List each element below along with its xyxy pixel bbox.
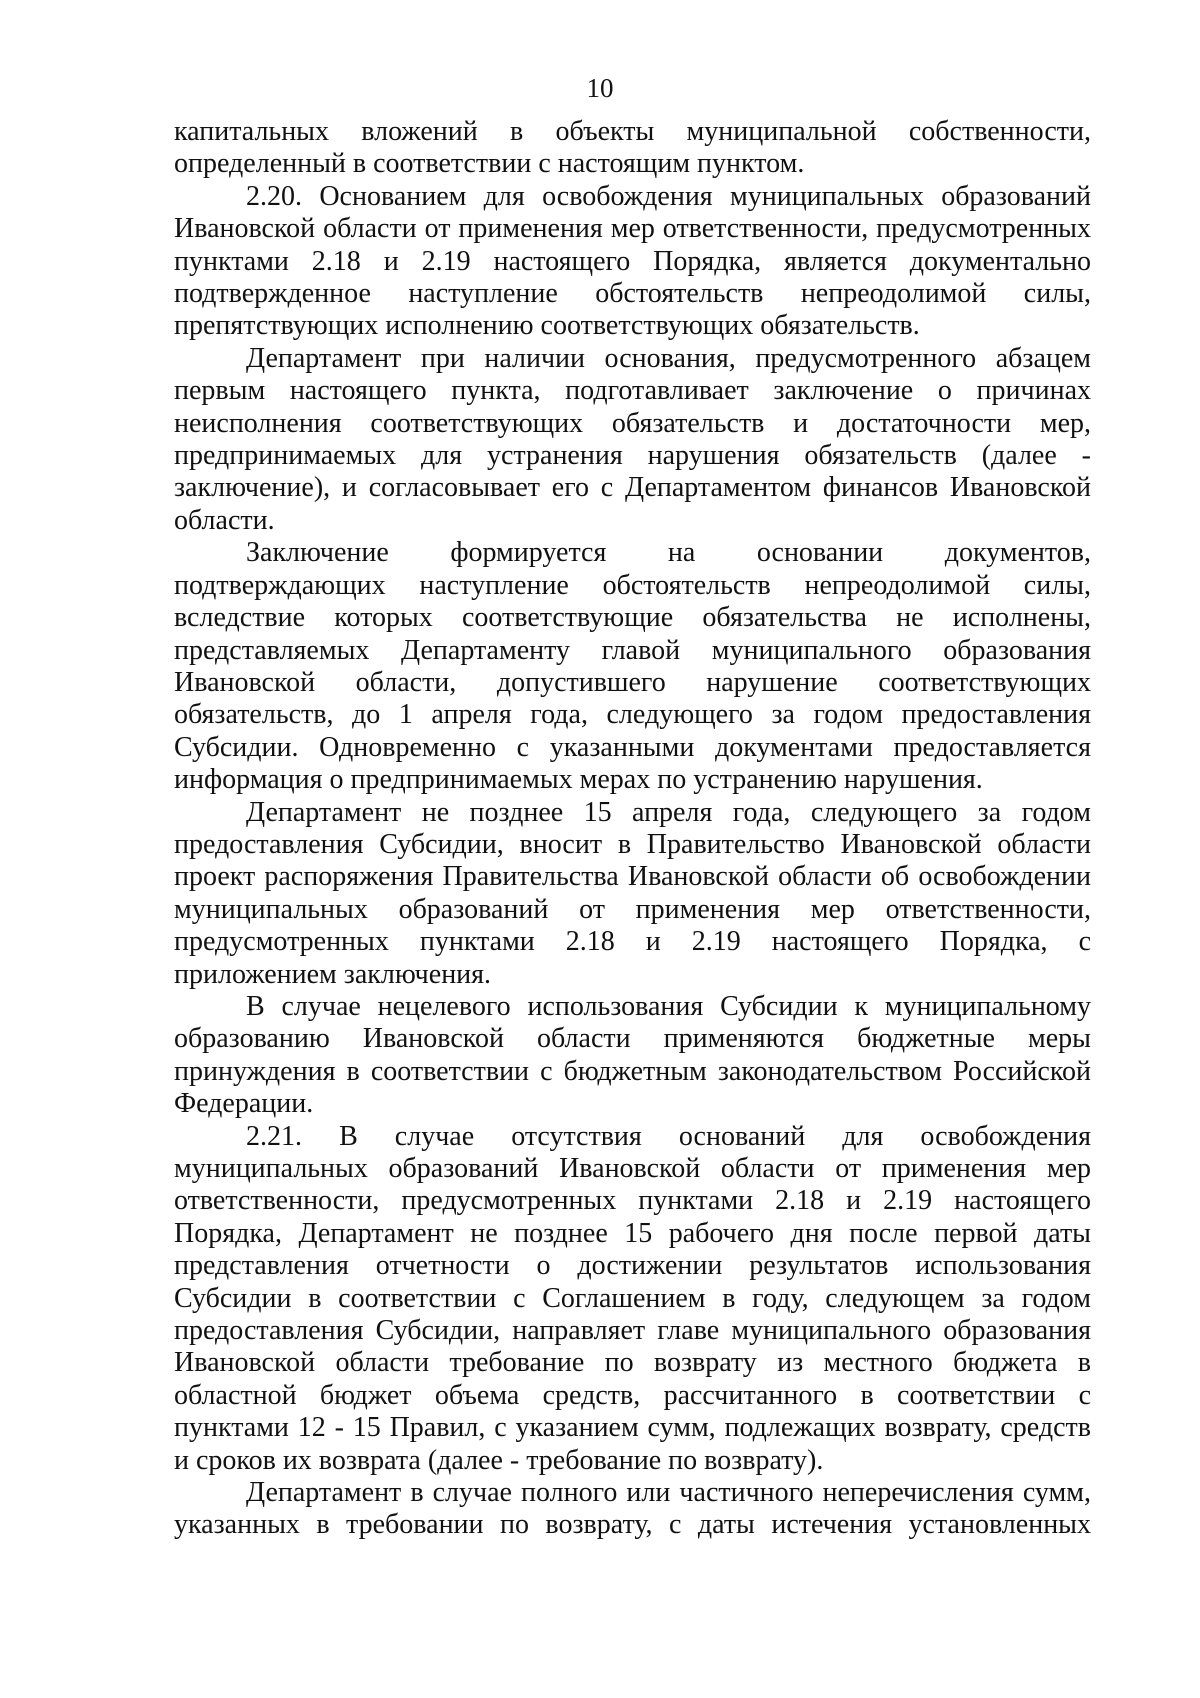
paragraph-2-21: 2.21. В случае отсутствия оснований для освобождения муниципальных образований Ивановской области от применения мер ответственности, предусмотренных пунктами 2.18 и 2.19 настоящего Порядка, Департамент не позднее 15 рабочего дня после первой даты представления отчетности о достижении результатов использования Субсидии в соответствии с Соглашением в году, следующем за годом предоставления Субсидии, направляет главе муниципального образования Ивановской области требование по возврату из местного бюджета в областной бюджет объема средств, рассчитанного в соответствии с пунктами 12 - 15 Правил, с указанием сумм, подлежащих возврату, средств и сроков их возврата (далее - требование по возврату).	[174, 1120, 1091, 1476]
document-body	[174, 116, 1091, 1542]
paragraph-department-conclusion: Департамент при наличии основания, предусмотренного абзацем первым настоящего пункта, подготавливает заключение о причинах неисполнения соответствующих обязательств и достаточности мер, предпринимаемых для устранения нарушения обязательств (далее - заключение), и согласовывает его с Департаментом финансов Ивановской области.	[174, 342, 1091, 536]
paragraph-2-20: 2.20. Основанием для освобождения муниципальных образований Ивановской области от применения мер ответственности, предусмотренных пунктами 2.18 и 2.19 настоящего Порядка, является документально подтвержденное наступление обстоятельств непреодолимой силы, препятствующих исполнению соответствующих обязательств.	[174, 180, 1091, 342]
paragraph-conclusion-formation: Заключение формируется на основании документов, подтверждающих наступление обстоятельств непреодолимой силы, вследствие которых соответствующие обязательства не исполнены, представляемых Департаменту главой муниципального образования Ивановской области, допустившего нарушение соответствующих обязательств, до 1 апреля года, следующего за годом предоставления Субсидии. Одновременно с указанными документами предоставляется информация о предпринимаемых мерах по устранению нарушения.	[174, 537, 1091, 796]
paragraph-continuation: капитальных вложений в объекты муниципальной собственности, определенный в соответствии с настоящим пунктом.	[174, 116, 1091, 180]
paragraph-misuse: В случае нецелевого использования Субсидии к муниципальному образованию Ивановской области применяются бюджетные меры принуждения в соответствии с бюджетным законодательством Российской Федерации.	[174, 990, 1091, 1120]
page-number: 10	[586, 73, 614, 103]
paragraph-department-deadline: Департамент не позднее 15 апреля года, следующего за годом предоставления Субсидии, вносит в Правительство Ивановской области проект распоряжения Правительства Ивановской области об освобождении муниципальных образований от применения мер ответственности, предусмотренных пунктами 2.18 и 2.19 настоящего Порядка, с приложением заключения.	[174, 796, 1091, 990]
paragraph-non-transfer: Департамент в случае полного или частичного неперечисления сумм, указанных в требовании по возврату, с даты истечения установленных	[174, 1477, 1091, 1541]
